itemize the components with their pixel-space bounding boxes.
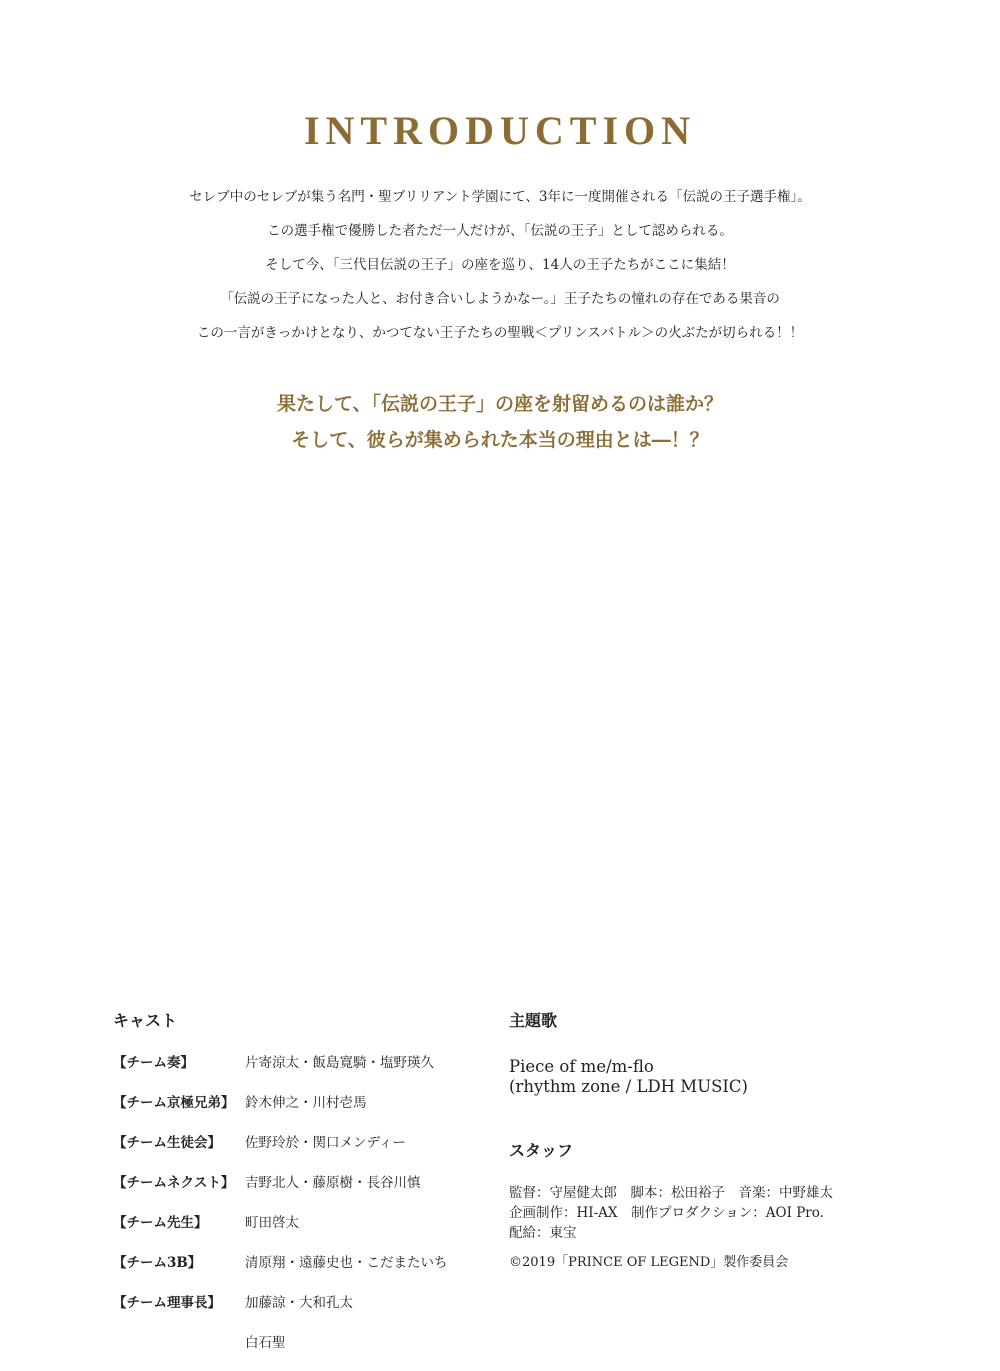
theme-song (509, 1057, 909, 1097)
cast-members: 白石聖 (245, 1335, 286, 1351)
intro-paragraph (0, 180, 1000, 350)
tagline-line: そして、彼らが集められた本当の理由とは―！？ (291, 429, 709, 451)
cast-members: 吉野北人・藤原樹・長谷川慎 (245, 1175, 421, 1191)
tagline (0, 386, 1000, 458)
copyright: ©2019「PRINCE OF LEGEND」製作委員会 (509, 1255, 789, 1270)
intro-line: 「伝説の王子になった人と、お付き合いしようかなー。」王子たちの憧れの存在である果音の (220, 291, 780, 307)
tagline-line: 果たして、「伝説の王子」の座を射留めるのは誰か？ (276, 393, 724, 415)
cast-row (113, 1291, 473, 1331)
theme-song-section (509, 1008, 909, 1097)
intro-line: この選手権で優勝した者ただ一人だけが、「伝説の王子」として認められる。 (267, 223, 733, 239)
staff-line: 企画制作：HI-AX 制作プロダクション：AOI Pro. (509, 1205, 824, 1221)
cast-members: 鈴木伸之・川村壱馬 (245, 1095, 367, 1111)
cast-members: 清原翔・遠藤史也・こだまたいち (245, 1255, 448, 1271)
theme-heading: 主題歌 (509, 1011, 558, 1030)
theme-song-line: Piece of me/m-flo (509, 1057, 654, 1076)
staff-credits (509, 1183, 909, 1243)
intro-line: そして今、「三代目伝説の王子」の座を巡り、14人の王子たちがここに集結！ (265, 257, 735, 273)
cast-section (113, 1008, 473, 1371)
cast-members: 加藤諒・大和孔太 (245, 1295, 353, 1311)
cast-team: 【チームネクスト】 (113, 1175, 235, 1191)
cast-team: 【チーム奏】 (113, 1055, 194, 1071)
cast-team: 【チーム先生】 (113, 1215, 208, 1231)
theme-song-line: (rhythm zone / LDH MUSIC) (509, 1077, 748, 1096)
cast-team: 【チーム生徒会】 (113, 1135, 221, 1151)
cast-team: 【チーム3B】 (113, 1255, 202, 1271)
staff-line: 配給：東宝 (509, 1225, 577, 1241)
cast-list (113, 1051, 473, 1371)
cast-members: 片寄涼太・飯島寛騎・塩野瑛久 (245, 1055, 434, 1071)
intro-line: この一言がきっかけとなり、かつてない王子たちの聖戦＜プリンスバトル＞の火ぶたが切られる！！ (196, 325, 804, 341)
cast-row (113, 1051, 473, 1091)
intro-line: セレブ中のセレブが集う名門・聖ブリリアント学園にて、3年に一度開催される「伝説の王子選手権」。 (189, 189, 811, 205)
cast-row (113, 1091, 473, 1131)
cast-team: 【チーム理事長】 (113, 1295, 221, 1311)
cast-row (113, 1211, 473, 1251)
cast-members: 佐野玲於・関口メンディー (245, 1135, 406, 1151)
cast-row (113, 1251, 473, 1291)
cast-members: 町田啓太 (245, 1215, 299, 1231)
cast-row (113, 1131, 473, 1171)
cast-row (113, 1171, 473, 1211)
cast-row (113, 1331, 473, 1371)
staff-heading: スタッフ (509, 1141, 574, 1160)
staff-section (509, 1138, 909, 1270)
cast-team: 【チーム京極兄弟】 (113, 1095, 235, 1111)
intro-title: INTRODUCTION (303, 107, 697, 153)
staff-line: 監督：守屋健太郎 脚本：松田裕子 音楽：中野雄太 (509, 1185, 833, 1201)
cast-heading: キャスト (113, 1011, 178, 1030)
